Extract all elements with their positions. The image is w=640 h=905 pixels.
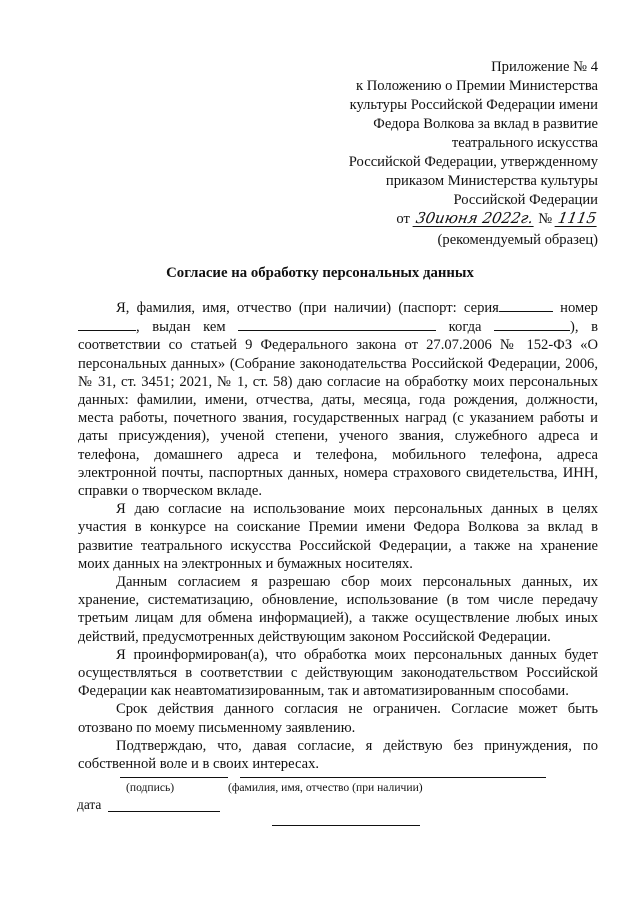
signature-caption: (подпись)	[126, 781, 175, 794]
bottom-rule	[272, 825, 420, 826]
issued-by-field-blank[interactable]	[238, 317, 436, 331]
appendix-line: Российской Федерации	[453, 192, 598, 208]
paragraph-passport	[78, 298, 598, 500]
paragraph-validity: Срок действия данного согласия не ограничен. Согласие может быть отозвано по моему письменному заявлению.	[78, 701, 598, 736]
appendix-line: культуры Российской Федерации имени	[349, 97, 598, 113]
paragraph-permission: Данным согласием я разрешаю сбор моих персональных данных, их хранение, систематизацию, обновление, использование (в том числе передачу третьим лицам для обмена информацией), а также осуществление любых иных действий, предусмотренных действующим законом Российской Федерации.	[78, 574, 598, 645]
text-consent-details: в соответствии со статьей 9 Федерального закона от 27.07.2006 № 152-ФЗ «О персональных данных» (Собрание законодательства Российской Федерации, 2006, № 31, ст. 3451; 2021, № 1, ст. 58) даю согласие на обработку моих персональных данных: фамилии, имени, отчества, даты, месяца, года рождения, должности, места работы, почетного звания, государственных наград (с указанием работы и даты присуждения), ученой степени, ученого звания, служебного адреса и телефона, домашнего адреса и телефона, мобильного телефона, адреса электронной почты, паспортных данных, номера страхового свидетельства, ИНН, справки о творческом вкладе.	[78, 319, 598, 500]
document-body	[78, 298, 598, 773]
appendix-line: Приложение № 4	[491, 59, 598, 75]
order-date-handwritten: 30июня 2022г.	[414, 209, 535, 227]
appendix-line: театрального искусства	[451, 135, 598, 151]
date-label: дата	[77, 797, 102, 812]
order-number-handwritten: 1115	[556, 209, 598, 227]
appendix-line: к Положению о Премии Министерства	[356, 78, 598, 94]
issue-date-field-blank[interactable]	[494, 317, 570, 331]
appendix-line: Федора Волкова за вклад в развитие	[373, 116, 598, 132]
order-from-label: от	[396, 211, 410, 227]
order-reference	[298, 210, 598, 229]
date-line[interactable]	[108, 811, 220, 812]
appendix-line: приказом Министерства культуры	[385, 173, 598, 189]
paragraph-informed: Я проинформирован(а), что обработка моих персональных данных будет осуществляться в соответствии с действующим законодательством Российской Федерации как неавтоматизированным, так и автоматизированным способами.	[78, 646, 598, 700]
text-issued-by: , выдан кем	[136, 319, 226, 336]
document-title: Согласие на обработку персональных данных	[166, 265, 474, 281]
number-field-blank[interactable]	[78, 317, 136, 331]
paragraph-confirmation: Подтверждаю, что, давая согласие, я действую без принуждения, по собственной воле и в своих интересах.	[78, 737, 598, 773]
text-passport-series: Я, фамилия, имя, отчество (при наличии) (паспорт: серия	[116, 300, 499, 316]
full-name-line[interactable]	[240, 777, 546, 778]
full-name-caption: (фамилия, имя, отчество (при наличии)	[228, 781, 423, 794]
text-number-label: номер	[560, 300, 598, 316]
appendix-line: Российской Федерации, утвержденному	[348, 154, 598, 170]
series-field-blank[interactable]	[499, 298, 553, 312]
appendix-block	[298, 58, 598, 229]
text-close-paren: ),	[570, 319, 579, 336]
text-when-label: когда	[448, 319, 482, 336]
order-number-label: №	[538, 211, 553, 227]
signature-line[interactable]	[120, 777, 228, 778]
paragraph-usage: Я даю согласие на использование моих персональных данных в целях участия в конкурсе на соискание Премии имени Федора Волкова за вклад в развитие театрального искусства Российской Федерации, а также на хранение моих данных на электронных и бумажных носителях.	[78, 501, 598, 572]
sample-note: (рекомендуемый образец)	[437, 232, 598, 248]
